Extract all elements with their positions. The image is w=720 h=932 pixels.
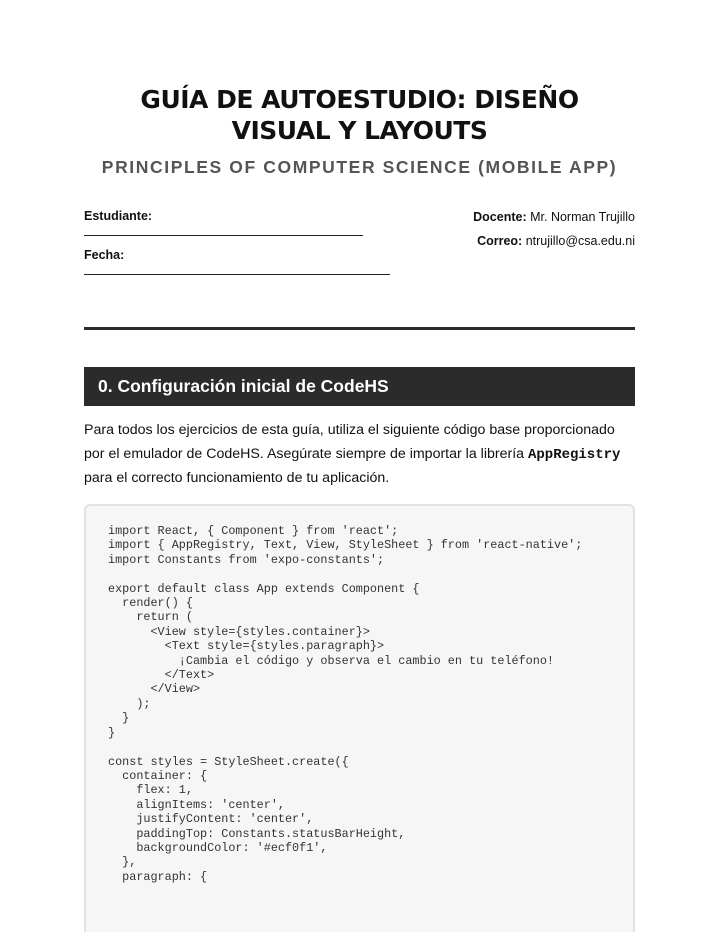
code-block xyxy=(84,504,635,932)
intro-code-appregistry: AppRegistry xyxy=(527,446,621,463)
email-label: Correo: xyxy=(477,234,523,248)
page-title xyxy=(84,84,635,146)
intro-text-2: para el correcto funcionamiento de tu aplicación. xyxy=(84,470,390,486)
email-row xyxy=(473,233,635,257)
date-label: Fecha: xyxy=(84,248,125,262)
email-value: ntrujillo@csa.edu.ni xyxy=(525,234,635,248)
code-content: import React, { Component } from 'react'; import { AppRegistry, Text, View, StyleSheet } from 'react-native'; import Constants from 'expo-constants'; export default class App extends Component { render() { return ( <View style={styles.container}> <Text style={styles.paragraph}> ¡Cambia el código y observa el cambio en tu teléfono! </Text> </View> ); } } const styles = StyleSheet.create({ container: { flex: 1, alignItems: 'center', justifyContent: 'center', paddingTop: Constants.statusBarHeight, backgroundColor: '#ecf0f1', }, paragraph: { xyxy=(108,524,583,884)
header-divider xyxy=(84,327,635,330)
section-heading: 0. Configuración inicial de CodeHS xyxy=(84,367,635,406)
student-name-line xyxy=(84,235,363,236)
date-line xyxy=(84,274,390,275)
intro-text-1: Para todos los ejercicios de esta guía, utiliza el siguiente código base proporcionado por el emulador de CodeHS. Asegúrate siempre de importar la librería xyxy=(84,422,615,462)
page-subtitle: PRINCIPLES OF COMPUTER SCIENCE (MOBILE APP) xyxy=(101,157,618,177)
title-line-2: VISUAL Y LAYOUTS xyxy=(231,116,488,145)
title-line-1: GUÍA DE AUTOESTUDIO: DISEÑO xyxy=(140,85,579,114)
student-info xyxy=(84,209,390,275)
teacher-label: Docente: xyxy=(473,210,527,224)
teacher-info xyxy=(473,209,635,257)
intro-paragraph xyxy=(84,419,635,491)
student-label: Estudiante: xyxy=(84,209,153,223)
teacher-row xyxy=(473,209,635,233)
teacher-name: Mr. Norman Trujillo xyxy=(530,210,635,224)
